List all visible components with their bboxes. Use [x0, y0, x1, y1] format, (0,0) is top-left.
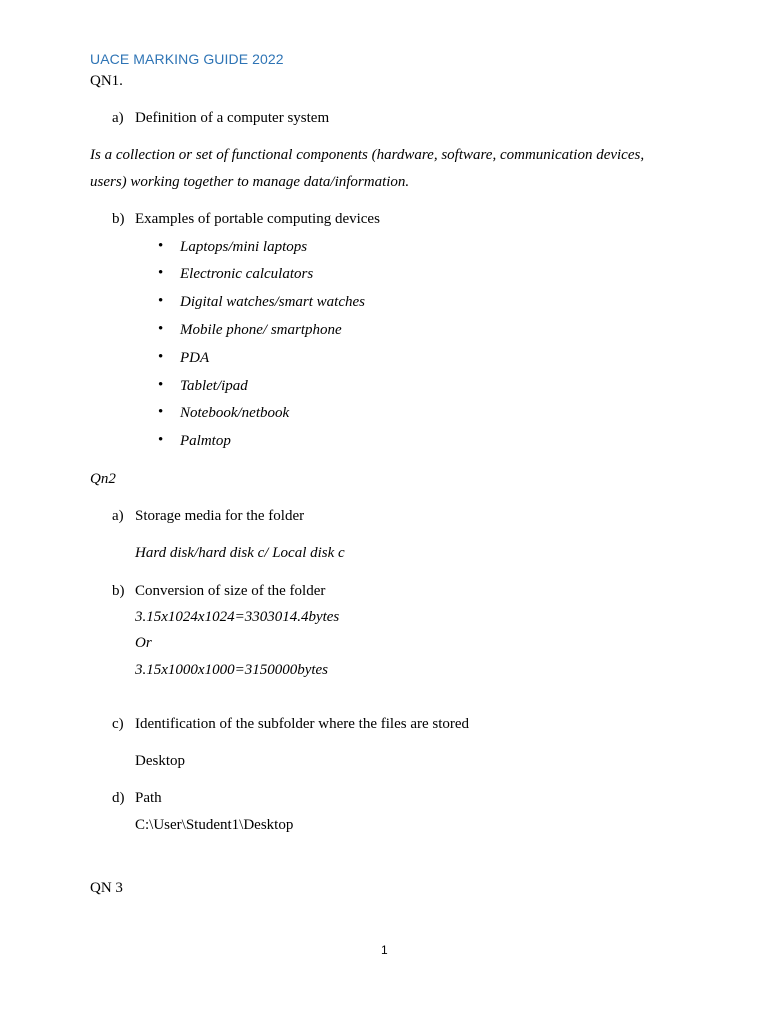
- list-item: PDA: [180, 350, 210, 366]
- qn2-b-answer-2: 3.15x1000x1000=3150000bytes: [135, 662, 329, 678]
- qn2-d-answer: C:\User\Student1\Desktop: [135, 817, 294, 833]
- qn1-b-marker: b): [112, 211, 125, 227]
- qn2-c-label: Identification of the subfolder where the files are stored: [135, 716, 470, 732]
- bullet-icon: •: [158, 238, 164, 254]
- qn2-c-answer: Desktop: [135, 753, 185, 769]
- page-number: 1: [381, 943, 388, 957]
- list-item: Mobile phone/ smartphone: [180, 322, 342, 338]
- bullet-icon: •: [158, 349, 164, 365]
- qn2-a-marker: a): [112, 508, 124, 524]
- qn2-b-marker: b): [112, 583, 125, 599]
- bullet-icon: •: [158, 377, 164, 393]
- qn1-a-answer-line1: Is a collection or set of functional components (hardware, software, communication devices,: [90, 147, 645, 163]
- bullet-icon: •: [158, 432, 164, 448]
- list-item: Laptops/mini laptops: [180, 239, 308, 255]
- qn1-a-marker: a): [112, 110, 124, 126]
- list-item: Electronic calculators: [180, 266, 314, 282]
- qn2-b-answer-1: 3.15x1024x1024=3303014.4bytes: [135, 609, 340, 625]
- bullet-icon: •: [158, 265, 164, 281]
- qn2-d-label: Path: [135, 790, 162, 806]
- qn2-a-answer: Hard disk/hard disk c/ Local disk c: [135, 545, 345, 561]
- question-1-title: QN1.: [90, 73, 123, 89]
- qn1-a-label: Definition of a computer system: [135, 110, 330, 126]
- bullet-icon: •: [158, 293, 164, 309]
- qn2-b-label: Conversion of size of the folder: [135, 583, 326, 599]
- qn2-c-marker: c): [112, 716, 124, 732]
- qn1-a-answer-line2: users) working together to manage data/information.: [90, 174, 410, 190]
- bullet-icon: •: [158, 321, 164, 337]
- qn1-b-label: Examples of portable computing devices: [135, 211, 380, 227]
- qn2-b-or: Or: [135, 635, 152, 651]
- qn2-a-label: Storage media for the folder: [135, 508, 305, 524]
- list-item: Palmtop: [180, 433, 231, 449]
- list-item: Tablet/ipad: [180, 378, 248, 394]
- list-item: Notebook/netbook: [180, 405, 290, 421]
- question-3-title: QN 3: [90, 880, 123, 896]
- document-header: UACE MARKING GUIDE 2022: [90, 51, 284, 67]
- qn2-d-marker: d): [112, 790, 125, 806]
- bullet-icon: •: [158, 404, 164, 420]
- list-item: Digital watches/smart watches: [180, 294, 365, 310]
- question-2-title: Qn2: [90, 471, 116, 487]
